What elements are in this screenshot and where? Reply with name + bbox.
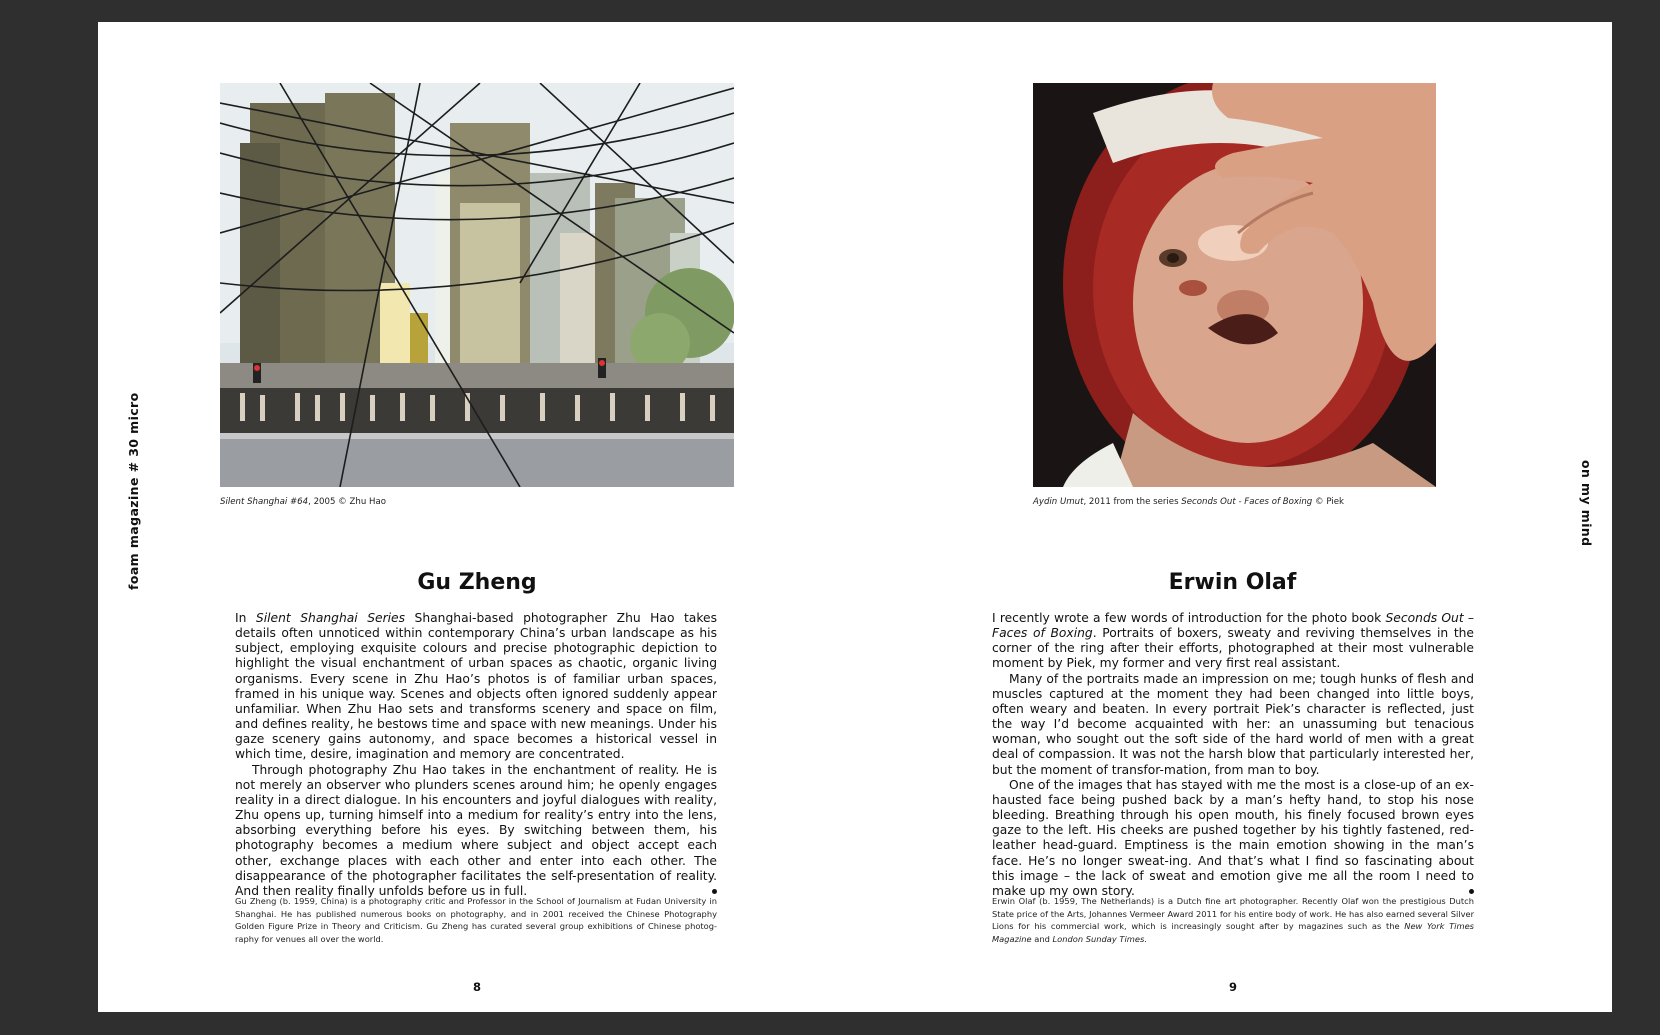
boxer-photo (1033, 83, 1436, 487)
section-side-label: on my mind (1579, 460, 1594, 547)
right-caption-text: , 2011 from the series (1083, 497, 1182, 507)
right-article-body (992, 611, 1474, 899)
right-author-bio: Erwin Olaf (b. 1959, The Netherlands) is a Dutch fine art photographer. Recently Olaf won the prestigious Dutch State price of the Arts, Johannes Vermeer Award 2011 for his entire body of work. He has also earned several Silver Lions for his commercial work, which is increasingly sought after by magazines such as the New York Times Magazine and London Sunday Times. (992, 896, 1474, 944)
left-caption-title: Silent Shanghai #64 (220, 497, 309, 507)
end-mark (712, 889, 717, 894)
right-paragraph-1: I recently wrote a few words of introduction for the photo book Seconds Out – Faces of Boxing. Portraits of boxers, sweaty and reviving themselves in the corner of the ring after their efforts, photographed at their most vulnerable moment by Piek, my former and very first real assistant. (992, 611, 1474, 671)
end-mark (1469, 889, 1474, 894)
right-caption-credit: © Piek (1312, 497, 1344, 507)
left-photo-caption (220, 497, 386, 507)
left-article-heading: Gu Zheng (417, 570, 537, 595)
left-caption-credit: , 2005 © Zhu Hao (308, 497, 386, 507)
shanghai-photo (220, 83, 734, 487)
page-number-right: 9 (1228, 980, 1237, 994)
right-caption-title: Aydin Umut (1033, 497, 1084, 507)
magazine-spread (98, 22, 1612, 1012)
right-paragraph-2: Many of the portraits made an impression on me; tough hunks of flesh and muscles captured at the moment they had been changed into little boys, often weary and beaten. In every portrait Piek’s character is reflected, just the way I’d become acquainted with her: an unassuming but tenacious woman, who sought out the soft side of the hard world of men with a great deal of compassion. It was not the harsh blow that particularly interested her, but the moment of transfor-mation, from man to boy. (992, 671, 1474, 777)
left-article-body (235, 611, 717, 899)
right-paragraph-3: One of the images that has stayed with me the most is a close-up of an ex-hausted face being pushed back by a man’s hefty hand, to stop his nose bleeding. Breathing through his open mouth, his finely focused brown eyes gaze to the left. His cheeks are pushed together by his tightly fastened, red-leather head-guard. Emptiness is the main emotion showing in the man’s face. He’s no longer sweat-ing. And that’s what I find so fascinating about this image – the lack of sweat and emotion give me all the room I need to make up my own story. (992, 777, 1474, 898)
right-photo-caption (1033, 497, 1344, 507)
left-paragraph-1: In Silent Shanghai Series Shanghai-based photographer Zhu Hao takes details often unnoticed within contemporary China’s urban landscape as his subject, employing exquisite colours and precise photographic depiction to highlight the visual enchantment of urban spaces as chaotic, organic living organisms. Every scene in Zhu Hao’s photos is of familiar urban spaces, framed in his unique way. Scenes and objects often ignored suddenly appear unfamiliar. When Zhu Hao sets and transforms scenery and space on film, and defines reality, he bestows time and space with new meanings. Under his gaze scenery gains autonomy, and space becomes a historical vessel in which time, desire, imagination and memory are concentrated. (235, 611, 717, 762)
left-paragraph-2: Through photography Zhu Hao takes in the enchantment of reality. He is not merely an observer who plunders scenes around him; he openly engages reality in a direct dialogue. In his encounters and joyful dialogues with reality, Zhu opens up, turning himself into a medium for reality’s entry into the lens, absorbing everything before his eyes. By switching between them, his photography becomes a medium where subject and object accept each other, exchange places with each other and enter into each other. The disappearance of the photographer facilitates the self-presentation of reality. And then reality finally unfolds before us in full. (235, 762, 717, 898)
right-caption-series: Seconds Out - Faces of Boxing (1181, 497, 1313, 507)
right-article-heading: Erwin Olaf (1168, 570, 1297, 595)
page-number-left: 8 (472, 980, 481, 994)
left-author-bio: Gu Zheng (b. 1959, China) is a photography critic and Professor in the School of Journalism at Fudan University in Shanghai. He has published numerous books on photography, and in 2001 received the Chinese Photography Golden Figure Prize in Theory and Criticism. Gu Zheng has curated several group exhibitions of Chinese photog-raphy for venues all over the world. (235, 896, 717, 944)
magazine-side-label: foam magazine # 30 micro (126, 392, 141, 590)
